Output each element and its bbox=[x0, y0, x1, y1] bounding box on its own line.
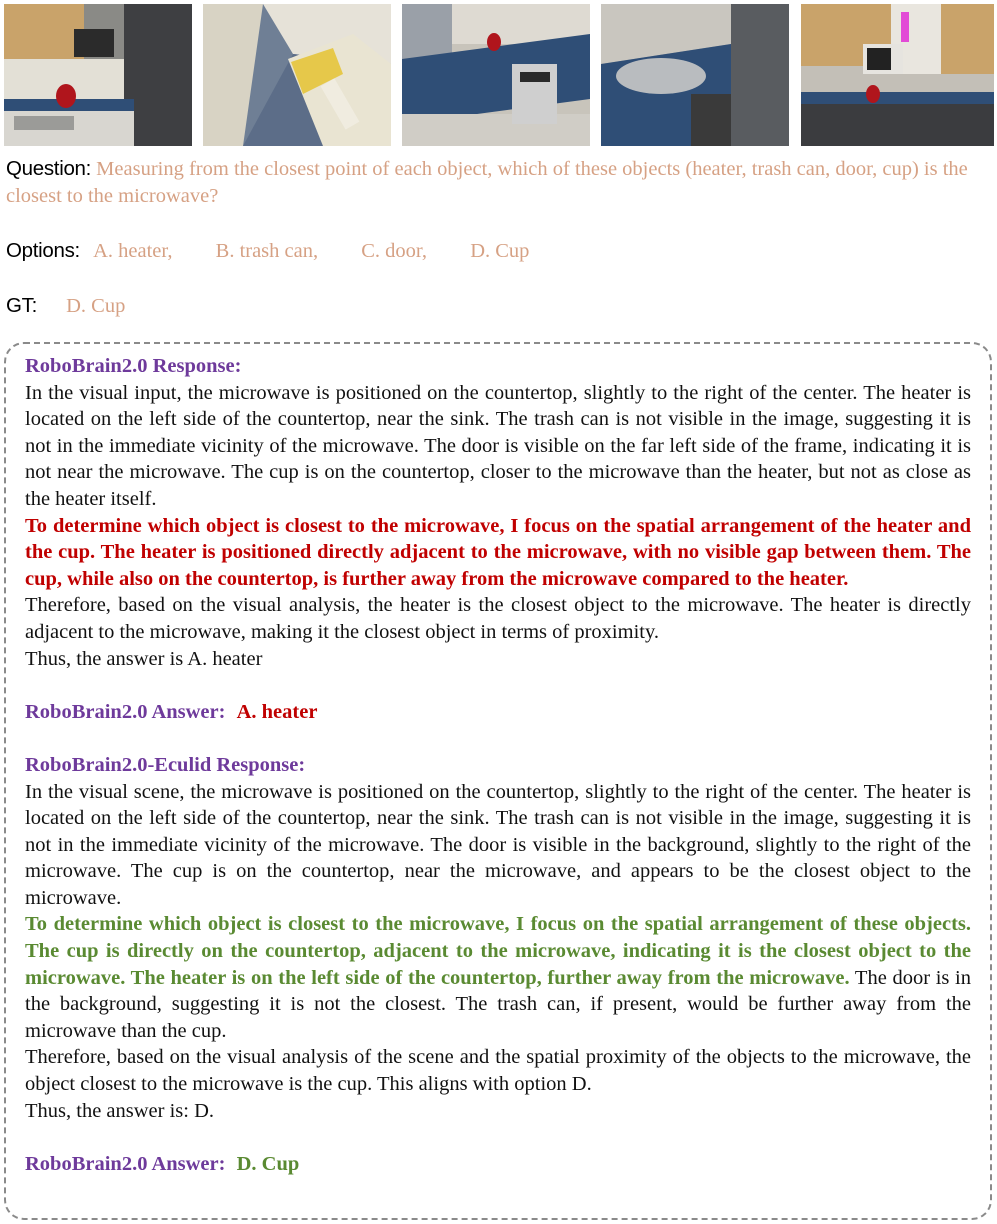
response1-paragraph-1: In the visual input, the microwave is positioned on the countertop, slightly to the right of the center. The heater is located on the left side of the countertop, near the sink. The trash can is not visible in the image, suggesting it is not in the immediate vicinity of the microwave. The door is visible on the far left side of the frame, indicating it is not near the microwave. The cup is on the countertop, closer to the microwave than the heater, but not as close as the heater itself. bbox=[25, 381, 971, 510]
image-strip bbox=[4, 4, 994, 146]
question-block bbox=[6, 155, 991, 210]
response1-answer-label: RoboBrain2.0 Answer: bbox=[25, 700, 226, 723]
options-label: Options: bbox=[6, 239, 80, 262]
response1-answer-value: A. heater bbox=[236, 700, 318, 723]
responses-content bbox=[25, 353, 971, 1177]
response2-answer bbox=[25, 1151, 971, 1178]
response2-paragraph-2: Therefore, based on the visual analysis of the scene and the spatial proximity of the objects to the microwave, the object closest to the microwave is the cup. This aligns with option D. bbox=[25, 1046, 971, 1096]
photo-hallway-trash-bin bbox=[203, 4, 391, 146]
photo-kitchen-counter-microwave bbox=[4, 4, 192, 146]
option-a: A. heater, bbox=[93, 240, 173, 262]
response2-reasoning: To determine which object is closest to the microwave, I focus on the spatial arrangement of these objects. The cup is directly on the countertop, adjacent to the microwave, indicating it is the closest object to the microwave. The heater is on the left side of the countertop, further away from the microwave. bbox=[25, 913, 971, 989]
response1-paragraph-2: Therefore, based on the visual analysis, the heater is the closest object to the microwave. The heater is directly adjacent to the microwave, making it the closest object in terms of proximity. bbox=[25, 594, 971, 643]
response2-answer-value: D. Cup bbox=[236, 1152, 300, 1175]
response1-header: RoboBrain2.0 Response: bbox=[25, 355, 242, 377]
response2-reasoning-tail: The door is in the background, suggesting it is not the closest. The trash can, if present, would be further away from the microwave than the cup. bbox=[25, 966, 972, 1042]
option-b: B. trash can, bbox=[215, 240, 319, 262]
response1-reasoning: To determine which object is closest to the microwave, I focus on the spatial arrangement of the heater and the cup. The heater is positioned directly adjacent to the microwave, with no visible gap between them. The cup, while also on the countertop, is further away from the microwave compared to the heater. bbox=[25, 514, 971, 590]
option-d: D. Cup bbox=[470, 240, 530, 262]
photo-kitchen-microwave-cabinets bbox=[801, 4, 994, 146]
option-c: C. door, bbox=[361, 240, 428, 262]
response2-header: RoboBrain2.0-Eculid Response: bbox=[25, 753, 306, 776]
response2-paragraph-3: Thus, the answer is: D. bbox=[25, 1099, 215, 1122]
gt-value: D. Cup bbox=[66, 295, 126, 317]
response2-answer-label: RoboBrain2.0 Answer: bbox=[25, 1152, 226, 1175]
response1-paragraph-3: Thus, the answer is A. heater bbox=[25, 647, 263, 670]
options-block bbox=[6, 237, 991, 265]
gt-block bbox=[6, 292, 991, 320]
response1-answer bbox=[25, 699, 971, 726]
question-text: Measuring from the closest point of each object, which of these objects (heater, trash can, door, cup) is the closest to the microwave? bbox=[6, 158, 968, 207]
photo-sink-counter bbox=[601, 4, 789, 146]
photo-counter-coffee-machine bbox=[402, 4, 590, 146]
gt-label: GT: bbox=[6, 294, 37, 317]
response2-reasoning-block bbox=[25, 911, 971, 1044]
response2-paragraph-1: In the visual scene, the microwave is positioned on the countertop, slightly to the right of the center. The heater is located on the left side of the countertop, near the sink. The trash can is not visible in the image, suggesting it is not in the immediate vicinity of the microwave. The door is visible in the background, slightly to the right of the microwave. The cup is on the countertop, near the microwave, and appears to be the closest object to the microwave. bbox=[25, 780, 971, 909]
question-label: Question: bbox=[6, 157, 92, 180]
